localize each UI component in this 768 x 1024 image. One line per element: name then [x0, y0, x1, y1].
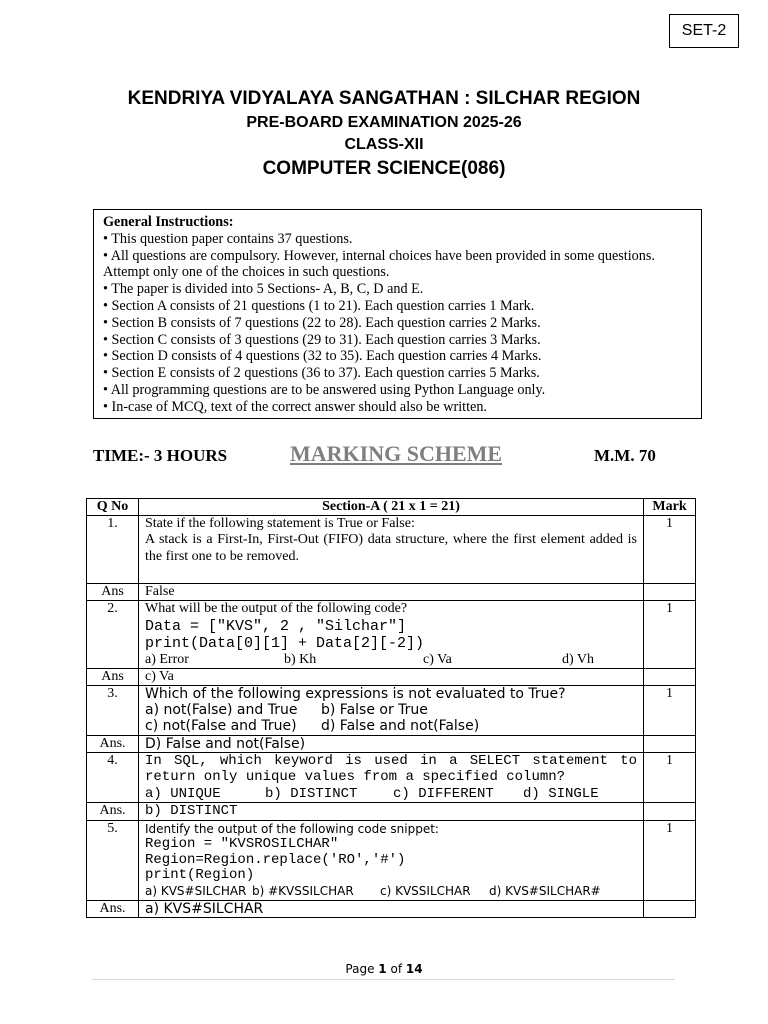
- code-line: Region=Region.replace('RO','#'): [145, 851, 406, 868]
- org-title: KENDRIYA VIDYALAYA SANGATHAN : SILCHAR REGION: [127, 88, 641, 109]
- class-title: CLASS-XII: [344, 136, 424, 153]
- instruction-item: • All programming questions are to be answered using Python Language only.: [103, 381, 546, 398]
- answer-text: D) False and not(False): [139, 735, 644, 752]
- code-line: print(Data[0][1] + Data[2][-2]): [145, 634, 425, 652]
- options-row: a) Error b) Kh c) Va d) Vh: [145, 651, 595, 667]
- question-text: State if the following statement is True or False: A stack is a First-In, First-Out (FIFO) data structure, where the first element added is the first one to be removed.: [139, 516, 644, 584]
- table-row: [87, 820, 696, 900]
- instruction-item: • Section C consists of 3 questions (29 to 31). Each question carries 3 Marks.: [103, 331, 541, 348]
- question-mark: 1: [644, 752, 696, 803]
- question-text: In SQL, which keyword is used in a SELECT statement to return only unique values from a specified column? a) UNIQUE b) DISTINCT c) DIFFERENT d) SINGLE: [139, 752, 644, 803]
- question-mark: 1: [644, 601, 696, 668]
- answer-text: b) DISTINCT: [139, 803, 644, 820]
- answer-label: Ans: [87, 668, 139, 685]
- instruction-item: • Section E consists of 2 questions (36 to 37). Each question carries 5 Marks.: [103, 365, 540, 382]
- options-row: a) UNIQUE b) DISTINCT c) DIFFERENT d) SINGLE: [145, 786, 599, 803]
- instruction-item: • Section D consists of 4 questions (32 to 35). Each question carries 4 Marks.: [103, 348, 542, 365]
- code-line: Region = "KVSROSILCHAR": [145, 836, 339, 853]
- marking-table: [86, 498, 696, 918]
- table-row: [87, 686, 696, 736]
- instruction-item: • All questions are compulsory. However, internal choices have been provided in some questions. Attempt only one of the choices in such questions.: [103, 247, 655, 281]
- question-text: What will be the output of the following code? Data = ["KVS", 2 , "Silchar"] print(Data[0][1] + Data[2][-2]) a) Error b) Kh c) Va d) Vh: [139, 601, 644, 668]
- footer-divider: [92, 979, 675, 980]
- header-mark: Mark: [644, 499, 696, 516]
- question-text: Identify the output of the following code snippet: Region = "KVSROSILCHAR" Region=Region.replace('RO','#') print(Region) a) KVS#SILCHAR b) #KVSSILCHAR c) KVSSILCHAR d) KVS#SILCHAR#: [139, 820, 644, 900]
- answer-text: c) Va: [139, 668, 644, 685]
- answer-row: [87, 584, 696, 601]
- code-line: print(Region): [145, 866, 255, 883]
- table-row: [87, 601, 696, 668]
- instruction-item: • Section A consists of 21 questions (1 to 21). Each question carries 1 Mark.: [103, 297, 535, 314]
- question-number: 2.: [87, 601, 139, 668]
- question-number: 3.: [87, 686, 139, 736]
- instructions-title: General Instructions:: [103, 214, 234, 230]
- header-qno: Q No: [87, 499, 139, 516]
- marking-scheme-heading: MARKING SCHEME: [290, 441, 503, 466]
- answer-row: [87, 735, 696, 752]
- answer-label: Ans: [87, 584, 139, 601]
- question-text: Which of the following expressions is not evaluated to True? a) not(False) and True b) False or True c) not(False and True) d) False and not(False): [139, 686, 644, 736]
- header-section: Section-A ( 21 x 1 = 21): [139, 499, 644, 516]
- instruction-item: • This question paper contains 37 questions.: [103, 230, 353, 247]
- answer-text: False: [139, 584, 644, 601]
- instruction-item: • In-case of MCQ, text of the correct answer should also be written.: [103, 398, 487, 415]
- question-number: 4.: [87, 752, 139, 803]
- subject-title: COMPUTER SCIENCE(086): [262, 158, 506, 179]
- exam-title: PRE-BOARD EXAMINATION 2025-26: [246, 114, 522, 131]
- answer-row: [87, 668, 696, 685]
- question-mark: 1: [644, 820, 696, 900]
- answer-label: Ans.: [87, 900, 139, 917]
- time-label: TIME:- 3 HOURS: [93, 446, 228, 465]
- options-row: c) not(False and True) d) False and not(False): [145, 718, 480, 735]
- question-mark: 1: [644, 516, 696, 584]
- set-label: SET-2: [669, 14, 739, 48]
- table-header-row: [87, 499, 696, 516]
- options-row: a) not(False) and True b) False or True: [145, 702, 428, 719]
- table-row: [87, 516, 696, 584]
- max-marks: M.M. 70: [594, 446, 656, 465]
- answer-label: Ans.: [87, 803, 139, 820]
- question-number: 5.: [87, 820, 139, 900]
- page-footer: Page 1 of 14: [345, 962, 423, 976]
- answer-text: a) KVS#SILCHAR: [139, 900, 644, 917]
- options-row: a) KVS#SILCHAR b) #KVSSILCHAR c) KVSSILCHAR d) KVS#SILCHAR#: [145, 884, 601, 899]
- code-line: Data = ["KVS", 2 , "Silchar"]: [145, 617, 407, 635]
- table-row: [87, 752, 696, 803]
- answer-row: [87, 900, 696, 917]
- question-number: 1.: [87, 516, 139, 584]
- instruction-item: • Section B consists of 7 questions (22 to 28). Each question carries 2 Marks.: [103, 314, 541, 331]
- answer-row: [87, 803, 696, 820]
- general-instructions-box: [93, 209, 702, 419]
- answer-label: Ans.: [87, 735, 139, 752]
- instruction-item: • The paper is divided into 5 Sections- A, B, C, D and E.: [103, 281, 424, 298]
- question-mark: 1: [644, 686, 696, 736]
